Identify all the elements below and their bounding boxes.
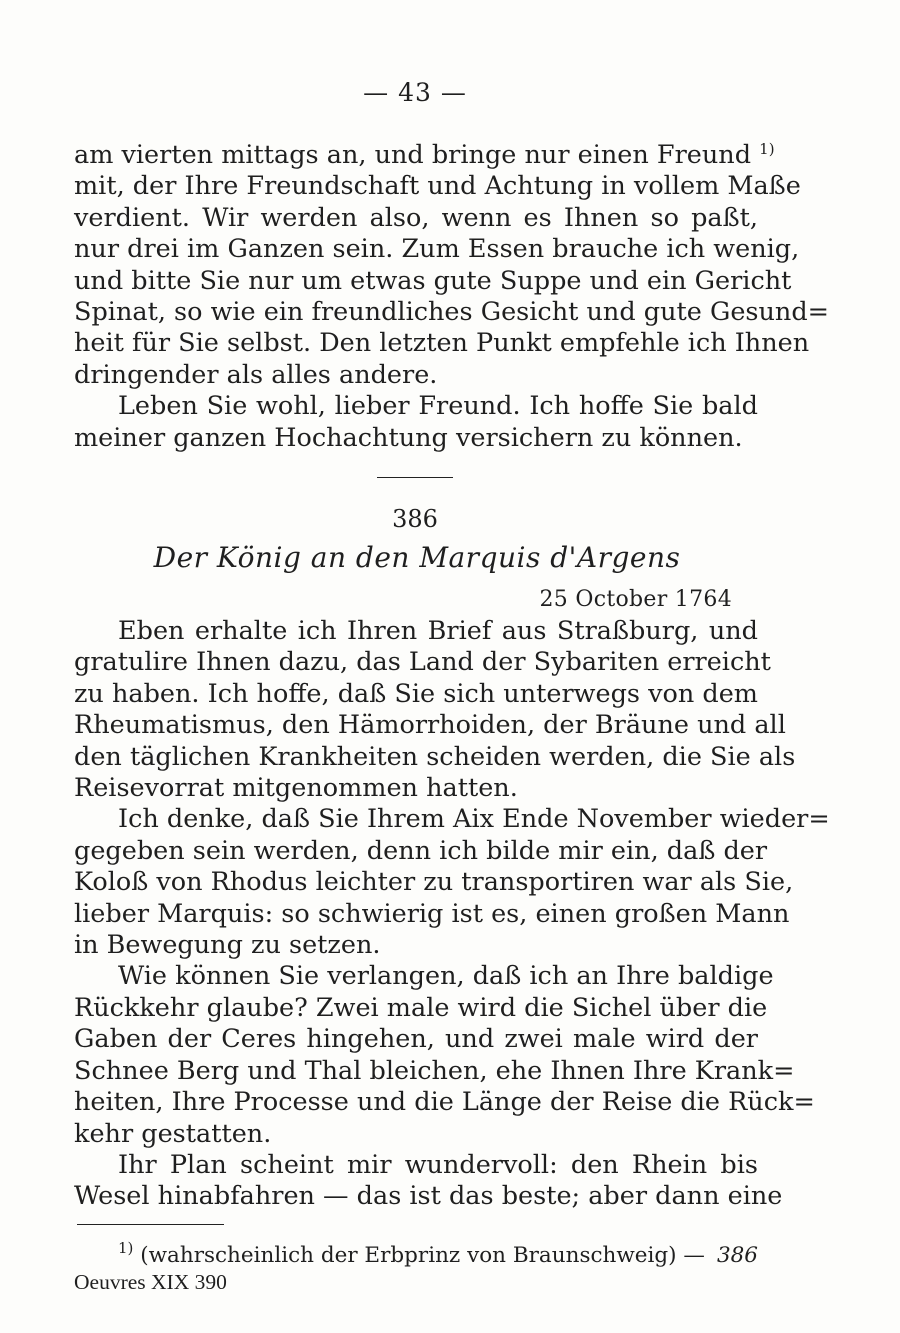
text-line: verdient. Wir werden also, wenn es Ihnen so paßt, [74, 202, 758, 233]
footnote [74, 1239, 758, 1296]
footnote-marker: 1) [759, 140, 775, 158]
text-line: gegeben sein werden, denn ich bilde mir ein, daß der [74, 835, 768, 866]
text-line: und bitte Sie nur um etwas gute Suppe und ein Gericht [74, 265, 792, 296]
text-line: mit, der Ihre Freundschaft und Achtung in vollem Maße [74, 171, 801, 202]
text-line: Spinat, so wie ein freundliches Gesicht und gute Gesund= [74, 297, 830, 328]
text-line: Rheumatismus, den Hämorrhoiden, der Bräune und all [74, 710, 786, 741]
text-line: Rückkehr glaube? Zwei male wird die Sichel über die [74, 992, 768, 1023]
text-line: heit für Sie selbst. Den letzten Punkt empfehle ich Ihnen [74, 328, 810, 359]
text-line: zu haben. Ich hoffe, daß Sie sich unterwegs von dem [74, 678, 758, 709]
text-line: Eben erhalte ich Ihren Brief aus Straßburg, und [118, 616, 758, 646]
text-line: Koloß von Rhodus leichter zu transportiren war als Sie, [74, 867, 794, 898]
footnote-source: Oeuvres XIX 390 [74, 1270, 227, 1294]
footnote-divider [77, 1224, 224, 1225]
text-line: Ich denke, daß Sie Ihrem Aix Ende November wieder= [118, 804, 830, 835]
text-line: Ihr Plan scheint mir wundervoll: den Rhein bis [118, 1149, 758, 1180]
letter-heading: Der König an den Marquis d'Argens [153, 541, 681, 574]
text-line: Gaben der Ceres hingehen, und zwei male wird der [74, 1024, 758, 1055]
letter-date: 25 October 1764 [539, 587, 732, 612]
text-line: heiten, Ihre Processe und die Länge der Reise die Rück= [74, 1087, 815, 1118]
text-line: Wesel hinabfahren — das ist das beste; aber dann eine [74, 1181, 783, 1212]
text-line: lieber Marquis: so schwierig ist es, einen großen Mann [74, 898, 790, 929]
text-line: meiner ganzen Hochachtung versichern zu können. [74, 422, 743, 453]
footnote-text: (wahrscheinlich der Erbprinz von Braunschweig) — [140, 1243, 705, 1268]
text-line: am vierten mittags an, und bringe nur einen Freund $^{1)}$ [74, 140, 775, 170]
footnote-marker: 1) [118, 1239, 134, 1257]
text-line: Wie können Sie verlangen, daß ich an Ihre baldige [118, 961, 774, 992]
letter-body [74, 616, 830, 1213]
text-line: Schnee Berg und Thal bleichen, ehe Ihnen Ihre Krank= [74, 1055, 795, 1086]
text-line: nur drei im Ganzen sein. Zum Essen brauche ich wenig, [74, 234, 800, 265]
footnote-reference: 386 [716, 1243, 758, 1268]
text-line: Reisevorrat mitgenommen hatten. [74, 773, 518, 804]
text-line: in Bewegung zu setzen. [74, 930, 381, 961]
previous-letter-text [74, 140, 830, 454]
text-line: kehr gestatten. [74, 1118, 272, 1149]
footnote-line [74, 1239, 758, 1269]
section-divider [377, 477, 453, 478]
text-line: gratulire Ihnen dazu, das Land der Sybariten erreicht [74, 647, 771, 678]
page-number: — 43 — [363, 78, 467, 107]
text-line: Leben Sie wohl, lieber Freund. Ich hoffe Sie bald [118, 391, 758, 422]
text-line: den täglichen Krankheiten scheiden werden, die Sie als [74, 741, 796, 772]
text-line: dringender als alles andere. [74, 359, 438, 390]
letter-number: 386 [392, 505, 438, 533]
